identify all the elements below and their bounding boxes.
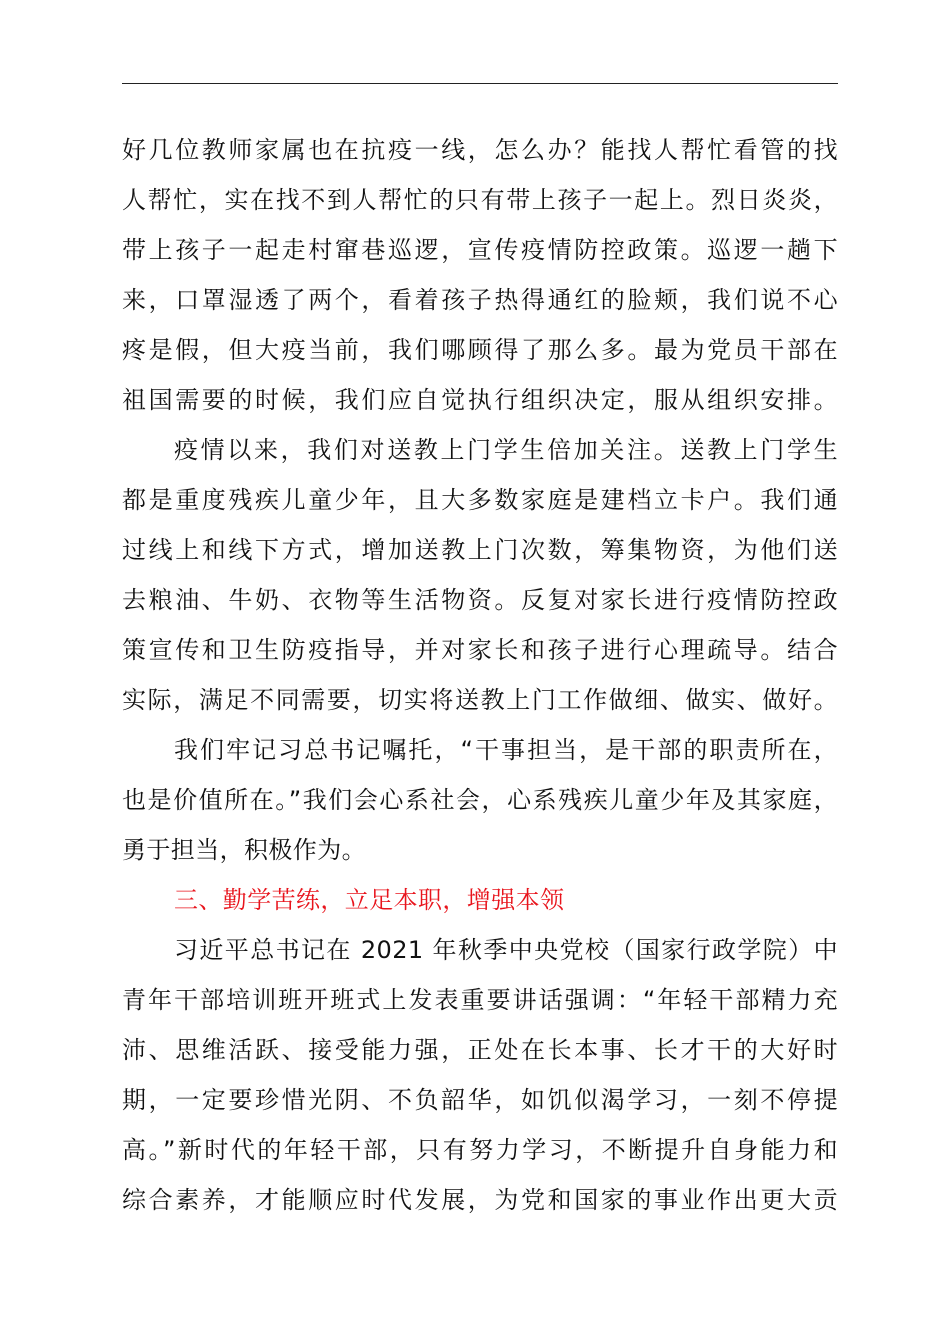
text-line: 祖国需要的时候，我们应自觉执行组织决定，服从组织安排。 (122, 386, 838, 414)
text-line: 我们牢记习总书记嘱托，“干事担当，是干部的职责所在， (174, 736, 838, 764)
text-line: 好几位教师家属也在抗疫一线，怎么办？能找人帮忙看管的找 (122, 136, 838, 164)
text-line: 综合素养，才能顺应时代发展，为党和国家的事业作出更大贡 (122, 1186, 838, 1214)
text-line: 也是价值所在。”我们会心系社会，心系残疾儿童少年及其家庭， (122, 786, 839, 814)
text-line: 疫情以来，我们对送教上门学生倍加关注。送教上门学生 (174, 436, 838, 464)
text-line: 疼是假，但大疫当前，我们哪顾得了那么多。最为党员干部在 (122, 336, 838, 364)
text-line: 去粮油、牛奶、衣物等生活物资。反复对家长进行疫情防控政 (122, 586, 838, 614)
text-line: 沛、思维活跃、接受能力强，正处在长本事、长才干的大好时 (122, 1036, 838, 1064)
text-line: 习近平总书记在 2021 年秋季中央党校（国家行政学院）中 (174, 936, 838, 964)
text-line: 策宣传和卫生防疫指导，并对家长和孩子进行心理疏导。结合 (122, 636, 838, 664)
text-line: 实际，满足不同需要，切实将送教上门工作做细、做实、做好。 (122, 686, 838, 714)
text-line: 带上孩子一起走村窜巷巡逻，宣传疫情防控政策。巡逻一趟下 (122, 236, 838, 264)
text-line: 勇于担当，积极作为。 (122, 836, 366, 864)
text-line: 高。”新时代的年轻干部，只有努力学习，不断提升自身能力和 (122, 1136, 838, 1164)
text-line: 期，一定要珍惜光阴、不负韶华，如饥似渴学习，一刻不停提 (122, 1086, 838, 1114)
text-line: 来，口罩湿透了两个，看着孩子热得通红的脸颊，我们说不心 (122, 286, 838, 314)
text-line: 人帮忙，实在找不到人帮忙的只有带上孩子一起上。烈日炎炎， (122, 186, 838, 214)
text-line: 过线上和线下方式，增加送教上门次数，筹集物资，为他们送 (122, 536, 838, 564)
header-rule (122, 83, 838, 84)
document-body (122, 125, 838, 1225)
text-line: 都是重度残疾儿童少年，且大多数家庭是建档立卡户。我们通 (122, 486, 838, 514)
text-line: 青年干部培训班开班式上发表重要讲话强调：“年轻干部精力充 (122, 986, 838, 1014)
section-heading: 三、勤学苦练，立足本职，增强本领 (174, 886, 565, 914)
